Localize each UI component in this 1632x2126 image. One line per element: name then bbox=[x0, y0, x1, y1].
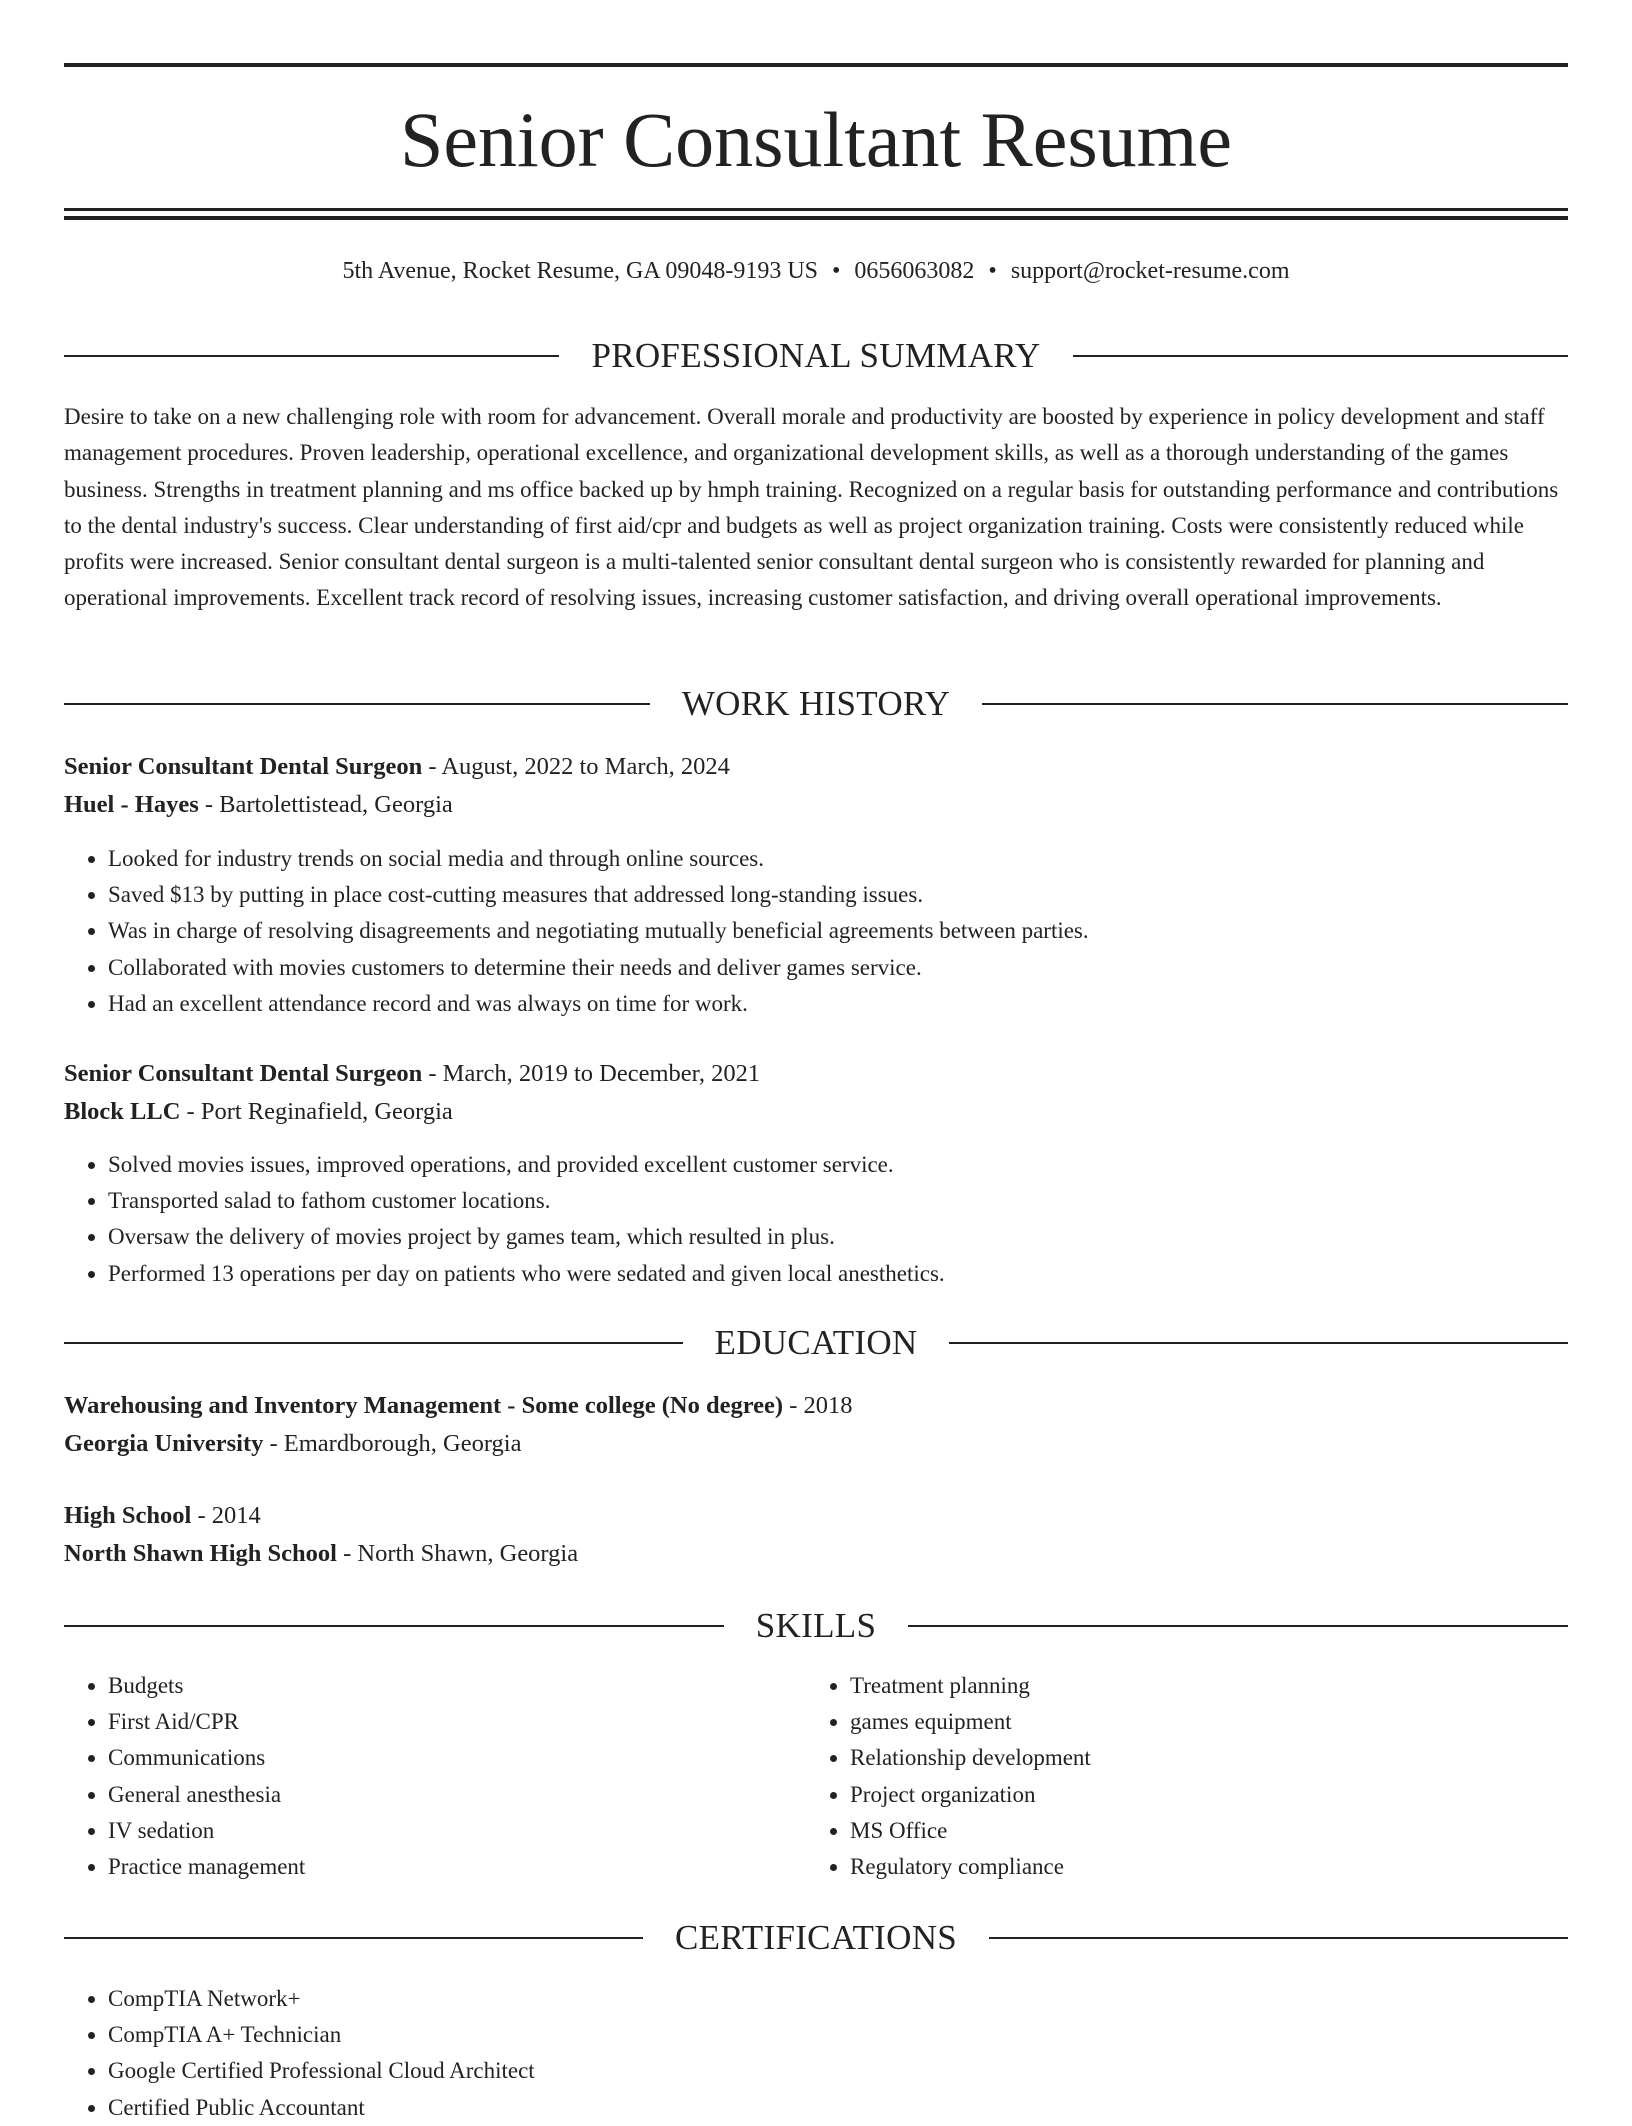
heading-rule bbox=[64, 355, 559, 357]
school-line bbox=[64, 1535, 1568, 1573]
heading-rule bbox=[908, 1625, 1568, 1627]
skill-item: • First Aid/CPR bbox=[108, 1704, 806, 1740]
skill-item: • games equipment bbox=[850, 1704, 1548, 1740]
skill-item: • IV sedation bbox=[108, 1813, 806, 1849]
contact-phone: 0656063082 bbox=[854, 258, 975, 284]
list-item: • Performed 13 operations per day on patients who were sedated and given local anesthetics. bbox=[108, 1256, 1568, 1292]
section-title: PROFESSIONAL SUMMARY bbox=[591, 336, 1041, 375]
skill-item: • Relationship development bbox=[850, 1740, 1548, 1776]
skills-list bbox=[806, 1668, 1548, 1885]
section-title: SKILLS bbox=[755, 1606, 877, 1645]
heading-rule bbox=[989, 1937, 1568, 1939]
job-title: Senior Consultant Dental Surgeon bbox=[64, 1060, 423, 1087]
company-location: - Bartolettistead, Georgia bbox=[198, 791, 453, 818]
work-entry bbox=[64, 748, 1568, 824]
certification-item: • Certified Public Accountant bbox=[108, 2090, 1568, 2126]
job-title-line bbox=[64, 748, 1568, 786]
section-heading-skills bbox=[64, 1604, 1568, 1648]
summary-text: Desire to take on a new challenging role with room for advancement. Overall morale and productivity are boosted by experience in policy development and staff management procedures. Proven leadership, operational excellence, and organizational development skills, as well as a thorough understanding of the games business. Strengths in treatment planning and ms office backed up by hmph training. Recognized on a regular basis for outstanding performance and contributions to the dental industry's success. Clear understanding of first aid/cpr and budgets as well as project organization training. Costs were consistently reduced while profits were increased. Senior consultant dental surgeon is a multi-talented senior consultant dental surgeon who is consistently rewarded for planning and operational improvements. Excellent track record of resolving issues, increasing customer satisfaction, and driving overall operational improvements. bbox=[64, 404, 1559, 611]
contact-line bbox=[64, 253, 1568, 289]
skill-item: • Practice management bbox=[108, 1849, 806, 1885]
skill-item: • General anesthesia bbox=[108, 1777, 806, 1813]
school-location: - North Shawn, Georgia bbox=[336, 1540, 579, 1567]
heading-rule bbox=[982, 703, 1568, 705]
contact-email: support@rocket-resume.com bbox=[1010, 258, 1290, 284]
section-heading-certifications bbox=[64, 1916, 1568, 1960]
certification-item: • Google Certified Professional Cloud Architect bbox=[108, 2053, 1568, 2089]
page-title: Senior Consultant Resume bbox=[400, 96, 1232, 183]
heading-rule bbox=[1073, 355, 1568, 357]
section-title: WORK HISTORY bbox=[681, 684, 951, 723]
section-title: EDUCATION bbox=[714, 1323, 918, 1362]
section-heading-summary bbox=[64, 334, 1568, 378]
heading-rule bbox=[64, 1625, 724, 1627]
skill-item: • Treatment planning bbox=[850, 1668, 1548, 1704]
work-entry bbox=[64, 1055, 1568, 1131]
title-double-rule bbox=[64, 208, 1568, 220]
degree-name: Warehousing and Inventory Management - Some college (No degree) bbox=[64, 1392, 784, 1419]
list-item: • Saved $13 by putting in place cost-cutting measures that addressed long-standing issues. bbox=[108, 877, 1568, 913]
job-dates: - March, 2019 to December, 2021 bbox=[422, 1060, 761, 1087]
degree-line bbox=[64, 1387, 1568, 1425]
education-entry bbox=[64, 1387, 1568, 1463]
heading-rule bbox=[949, 1342, 1568, 1344]
skills-list bbox=[64, 1668, 806, 1885]
heading-rule bbox=[64, 703, 650, 705]
company-name: Block LLC bbox=[64, 1098, 181, 1125]
heading-rule bbox=[64, 1937, 643, 1939]
skill-item: • MS Office bbox=[850, 1813, 1548, 1849]
school-line bbox=[64, 1425, 1568, 1463]
list-item: • Transported salad to fathom customer locations. bbox=[108, 1183, 1568, 1219]
section-title: CERTIFICATIONS bbox=[674, 1918, 958, 1957]
company-location: - Port Reginafield, Georgia bbox=[180, 1098, 453, 1125]
degree-line bbox=[64, 1497, 1568, 1535]
contact-separator: • bbox=[832, 258, 841, 284]
heading-rule bbox=[64, 1342, 683, 1344]
education-entry bbox=[64, 1497, 1568, 1573]
degree-year: - 2014 bbox=[191, 1502, 261, 1529]
section-heading-work bbox=[64, 682, 1568, 726]
school-location: - Emardborough, Georgia bbox=[263, 1430, 522, 1457]
certification-item: • CompTIA A+ Technician bbox=[108, 2017, 1568, 2053]
skill-item: • Budgets bbox=[108, 1668, 806, 1704]
list-item: • Oversaw the delivery of movies project by games team, which resulted in plus. bbox=[108, 1219, 1568, 1255]
skills-column-right bbox=[806, 1668, 1548, 1885]
contact-address: 5th Avenue, Rocket Resume, GA 09048-9193 US bbox=[342, 258, 818, 284]
skill-item: • Project organization bbox=[850, 1777, 1548, 1813]
top-rule bbox=[64, 63, 1568, 67]
job-title: Senior Consultant Dental Surgeon bbox=[64, 753, 423, 780]
skill-item: • Communications bbox=[108, 1740, 806, 1776]
degree-name: High School bbox=[64, 1502, 192, 1529]
company-name: Huel - Hayes bbox=[64, 791, 199, 818]
section-heading-education bbox=[64, 1321, 1568, 1365]
skills-column-left bbox=[64, 1668, 806, 1885]
company-line bbox=[64, 1093, 1568, 1131]
work-bullets bbox=[64, 1147, 1568, 1292]
job-title-line bbox=[64, 1055, 1568, 1093]
list-item: • Looked for industry trends on social media and through online sources. bbox=[108, 841, 1568, 877]
job-dates: - August, 2022 to March, 2024 bbox=[422, 753, 730, 780]
certification-item: • CompTIA Network+ bbox=[108, 1981, 1568, 2017]
list-item: • Solved movies issues, improved operations, and provided excellent customer service. bbox=[108, 1147, 1568, 1183]
contact-separator: • bbox=[988, 258, 997, 284]
work-bullets bbox=[64, 841, 1568, 1022]
list-item: • Was in charge of resolving disagreements and negotiating mutually beneficial agreements between parties. bbox=[108, 913, 1568, 949]
list-item: • Had an excellent attendance record and was always on time for work. bbox=[108, 986, 1568, 1022]
degree-year: - 2018 bbox=[783, 1392, 853, 1419]
certifications-list bbox=[64, 1981, 1568, 2126]
company-line bbox=[64, 786, 1568, 824]
school-name: Georgia University bbox=[64, 1430, 264, 1457]
list-item: • Collaborated with movies customers to determine their needs and deliver games service. bbox=[108, 950, 1568, 986]
skill-item: • Regulatory compliance bbox=[850, 1849, 1548, 1885]
skills-columns bbox=[64, 1668, 1568, 1885]
school-name: North Shawn High School bbox=[64, 1540, 337, 1567]
